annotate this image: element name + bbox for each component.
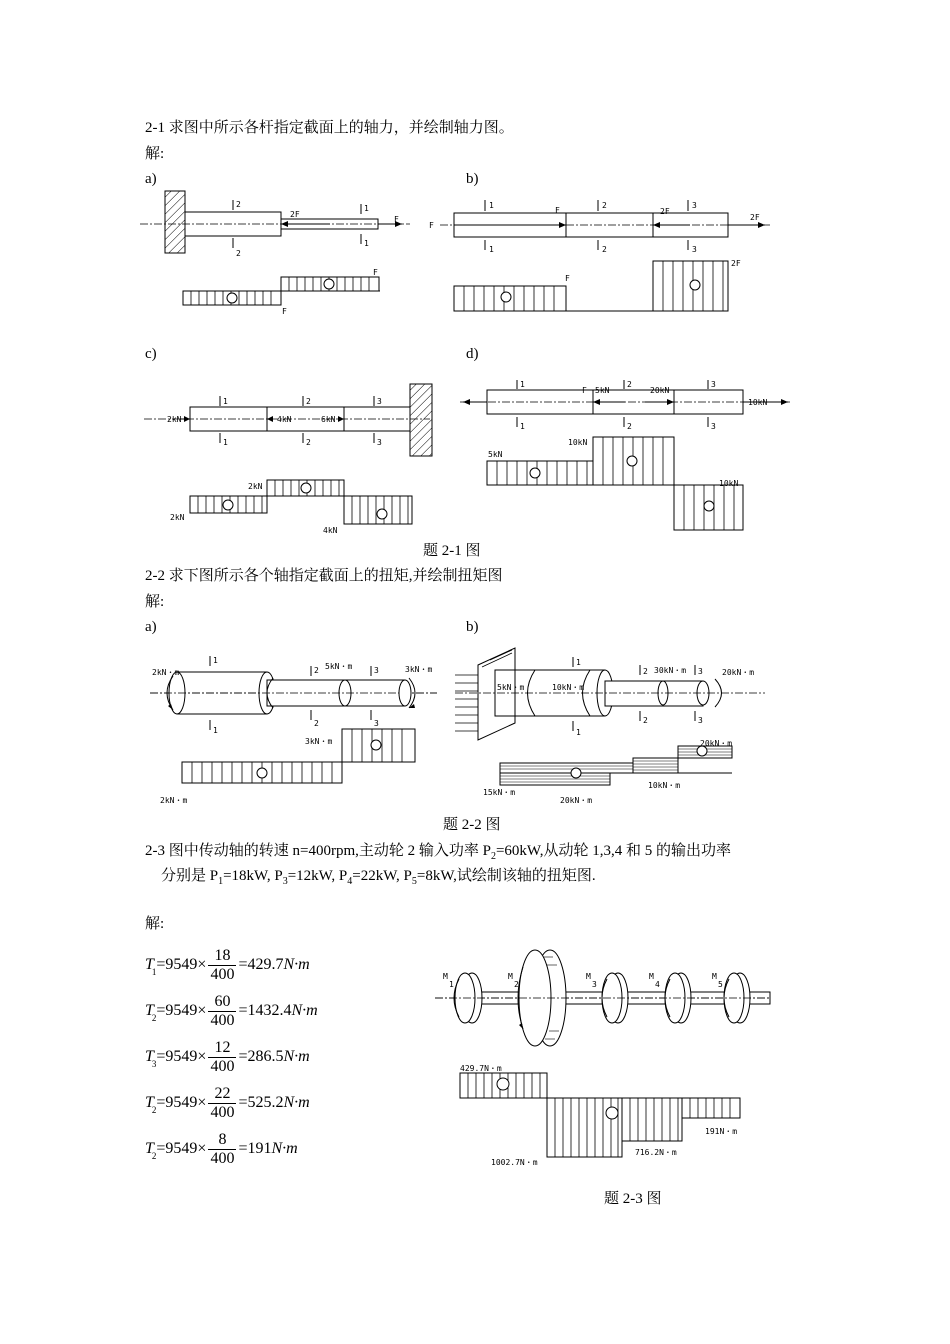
subfig-a-label: a) [145, 619, 157, 635]
svg-text:2kN: 2kN [170, 513, 185, 522]
figure-2-2-caption: 题 2-2 图 [443, 817, 501, 833]
equation-T5: $T_2=9549\times$ $\frac{8}{400}$ =191N·m [145, 1131, 298, 1167]
solution-label: 解: [145, 916, 165, 932]
svg-text:3: 3 [377, 397, 382, 406]
svg-text:M: M [649, 972, 654, 981]
svg-text:F: F [282, 307, 287, 316]
svg-text:3kN・m: 3kN・m [305, 737, 333, 746]
subfig-d-label: d) [466, 346, 479, 362]
svg-text:2: 2 [236, 249, 241, 258]
svg-text:M: M [443, 972, 448, 981]
svg-text:2: 2 [314, 666, 319, 675]
svg-text:1: 1 [364, 204, 369, 213]
problem-2-3-line2: 分别是 $P_1=18kW$, $P_3=12kW$, $P_4=22kW$, $P_5=8kW$,试绘制该轴的扭矩图. [161, 868, 596, 887]
svg-text:6kN: 6kN [321, 415, 336, 424]
svg-text:2F: 2F [290, 210, 300, 219]
svg-text:M: M [586, 972, 591, 981]
svg-text:10kN・m: 10kN・m [648, 781, 681, 790]
svg-text:2kN・m: 2kN・m [160, 796, 188, 805]
svg-text:F: F [565, 274, 570, 283]
svg-text:1: 1 [213, 656, 218, 665]
svg-text:F: F [555, 206, 560, 215]
svg-text:10kN: 10kN [568, 438, 588, 447]
svg-text:2: 2 [602, 201, 607, 210]
figure-2-1b [425, 190, 775, 320]
svg-text:2F: 2F [750, 213, 760, 222]
svg-text:2: 2 [643, 667, 648, 676]
svg-text:M: M [712, 972, 717, 981]
svg-text:2: 2 [306, 397, 311, 406]
svg-text:429.7N・m: 429.7N・m [460, 1064, 502, 1073]
svg-text:10kN・m: 10kN・m [552, 683, 585, 692]
svg-text:4kN: 4kN [323, 526, 338, 535]
problem-2-3-line1: 2-3 图中传动轴的转速 n=400rpm,主动轮 2 输入功率 $P_2=60kW$,从动轮 1,3,4 和 5 的输出功率 [145, 843, 731, 862]
problem-2-2-title: 2-2 求下图所示各个轴指定截面上的扭矩,并绘制扭矩图 [145, 568, 503, 584]
equation-T3: $T_3=9549\times$ $\frac{12}{400}$ =286.5N·m [145, 1039, 310, 1075]
problem-2-1-title: 2-1 求图中所示各杆指定截面上的轴力，并绘制轴力图。 [145, 120, 514, 136]
svg-text:1: 1 [520, 422, 525, 431]
svg-text:2: 2 [627, 422, 632, 431]
svg-text:1: 1 [576, 728, 581, 737]
svg-text:3: 3 [711, 422, 716, 431]
svg-text:2: 2 [602, 245, 607, 254]
svg-text:1: 1 [489, 201, 494, 210]
svg-text:1: 1 [223, 438, 228, 447]
svg-text:2F: 2F [660, 207, 670, 216]
svg-text:2kN: 2kN [167, 415, 182, 424]
svg-text:1: 1 [213, 726, 218, 735]
svg-text:3: 3 [692, 201, 697, 210]
svg-text:2: 2 [643, 716, 648, 725]
figure-2-1-caption: 题 2-1 图 [423, 543, 481, 559]
svg-text:10kN: 10kN [748, 398, 768, 407]
svg-text:F: F [429, 221, 434, 230]
svg-text:3: 3 [374, 719, 379, 728]
subfig-b-label: b) [466, 619, 479, 635]
svg-text:20kN・m: 20kN・m [700, 739, 733, 748]
svg-text:3: 3 [711, 380, 716, 389]
svg-text:F: F [582, 386, 587, 395]
svg-text:1: 1 [223, 397, 228, 406]
figure-2-1d [455, 375, 800, 540]
svg-text:5kN・m: 5kN・m [497, 683, 525, 692]
sec-2-label: 2 [236, 200, 241, 209]
solution-label: 解: [145, 594, 165, 610]
svg-text:2kN・m: 2kN・m [152, 668, 180, 677]
svg-text:1: 1 [364, 239, 369, 248]
equation-T4: $T_2=9549\times$ $\frac{22}{400}$ =525.2N·m [145, 1085, 310, 1121]
equation-T2: $T_2=9549\times$ $\frac{60}{400}$ =1432.4N·m [145, 993, 318, 1029]
svg-text:3: 3 [698, 667, 703, 676]
svg-text:20kN・m: 20kN・m [560, 796, 593, 805]
figure-2-2a [145, 648, 445, 808]
svg-text:1: 1 [449, 980, 454, 989]
svg-text:1002.7N・m: 1002.7N・m [491, 1158, 538, 1167]
svg-text:4: 4 [655, 980, 660, 989]
svg-text:2kN: 2kN [248, 482, 263, 491]
svg-text:4kN: 4kN [277, 415, 292, 424]
svg-text:1: 1 [489, 245, 494, 254]
svg-text:15kN・m: 15kN・m [483, 788, 516, 797]
svg-text:2: 2 [627, 380, 632, 389]
svg-text:5kN: 5kN [595, 386, 610, 395]
svg-text:716.2N・m: 716.2N・m [635, 1148, 677, 1157]
svg-text:3: 3 [377, 438, 382, 447]
equation-T1: $T_1=9549\times$ $\frac{18}{400}$ =429.7N·m [145, 947, 310, 983]
svg-text:3: 3 [592, 980, 597, 989]
svg-text:F: F [373, 268, 378, 277]
svg-text:30kN・m: 30kN・m [654, 666, 687, 675]
figure-2-3 [435, 945, 775, 1175]
svg-text:5: 5 [718, 980, 723, 989]
subfig-c-label: c) [145, 346, 157, 362]
svg-text:2: 2 [306, 438, 311, 447]
subfig-a-label: a) [145, 171, 157, 187]
svg-text:10kN: 10kN [719, 479, 739, 488]
svg-text:3: 3 [374, 666, 379, 675]
svg-text:F: F [394, 215, 399, 224]
subfig-b-label: b) [466, 171, 479, 187]
svg-text:3kN・m: 3kN・m [405, 665, 433, 674]
figure-2-1c [140, 380, 440, 540]
figure-2-2b [450, 645, 775, 810]
svg-text:2: 2 [314, 719, 319, 728]
svg-text:M: M [508, 972, 513, 981]
svg-text:5kN: 5kN [488, 450, 503, 459]
svg-text:3: 3 [698, 716, 703, 725]
svg-text:20kN: 20kN [650, 386, 670, 395]
svg-text:3: 3 [692, 245, 697, 254]
figure-2-3-caption: 题 2-3 图 [604, 1191, 662, 1207]
svg-text:20kN・m: 20kN・m [722, 668, 755, 677]
svg-text:1: 1 [520, 380, 525, 389]
svg-text:5kN・m: 5kN・m [325, 662, 353, 671]
figure-2-1a [140, 188, 420, 318]
svg-text:2: 2 [514, 980, 519, 989]
svg-text:2F: 2F [731, 259, 741, 268]
svg-text:191N・m: 191N・m [705, 1127, 738, 1136]
svg-text:1: 1 [576, 658, 581, 667]
solution-label: 解: [145, 146, 165, 162]
